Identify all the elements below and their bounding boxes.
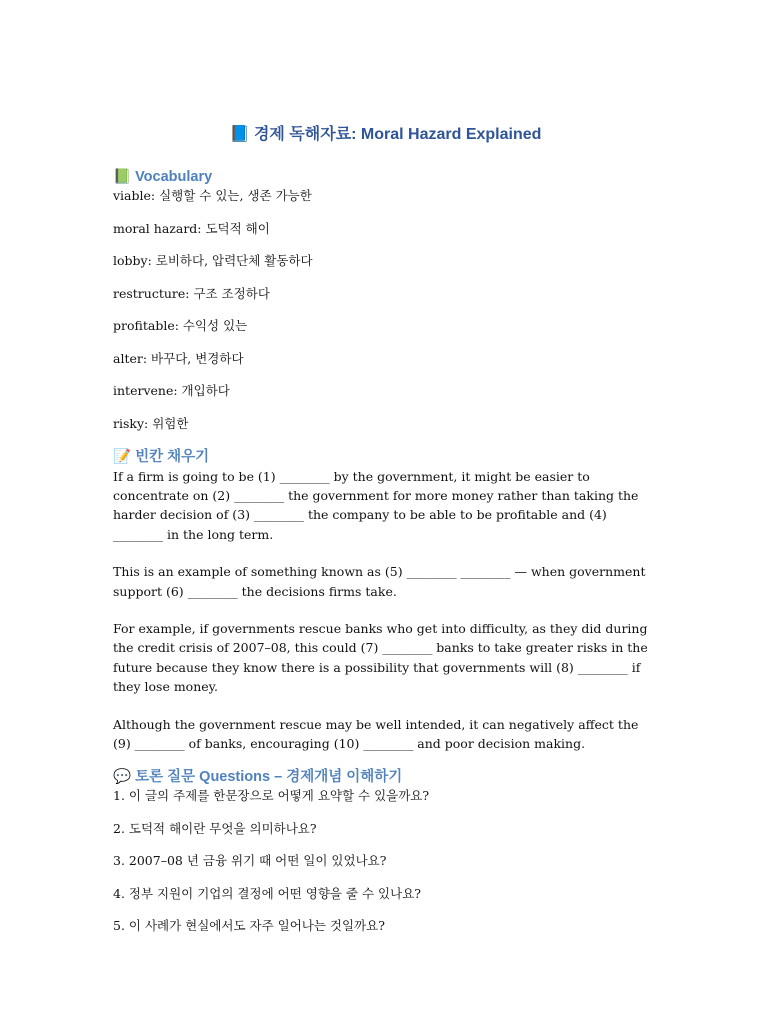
vocab-meaning: 위험한 [152,415,189,431]
question-item: 5. 이 사례가 현실에서도 자주 일어나는 것일까요? [113,917,385,933]
fill-blank-section [113,447,658,754]
question-item: 3. 2007–08 년 금융 위기 때 어떤 일이 있었나요? [113,853,387,869]
vocab-separator: : [142,350,152,366]
vocab-word: moral hazard [113,220,198,236]
vocab-meaning: 개입하다 [181,383,230,398]
vocab-separator: : [174,318,183,333]
vocab-item [113,285,658,303]
vocab-separator: : [150,188,160,203]
paragraph: Although the government rescue may be well intended, it can negatively affect the (9) ________ of banks, encouraging (10) ________ and poor decision making. [113,716,639,751]
vocabulary-section [113,167,658,433]
vocab-separator: : [147,253,156,268]
vocab-separator: : [197,220,206,236]
question-item: 2. 도덕적 해이란 무엇을 의미하나요? [113,820,317,836]
paragraph: If a firm is going to be (1) ________ by the government, it might be easier to concentrate on (2) ________ the government for more money rather than taking the harder decision of (3) ________ the company to be able to be profitable and (4) ________ in the long term. [113,468,639,542]
vocab-item [113,415,658,433]
vocab-separator: : [173,383,182,398]
vocab-item [113,220,658,238]
vocab-separator: : [144,415,153,431]
vocab-separator: : [185,285,194,301]
vocab-word: risky [113,415,145,431]
fill-blank-heading: 📝 빈칸 채우기 [113,448,210,465]
paragraph: For example, if governments rescue banks who get into difficulty, as they did during the credit crisis of 2007–08, this could (7) ________ banks to take greater risks in the future because they know there is a possibility that governments will (8) ________ if they lose money. [113,620,648,695]
vocabulary-heading: 📗 Vocabulary [113,169,213,185]
vocab-word: intervene [113,383,174,398]
vocab-meaning: 바꾸다, 변경하다 [151,350,244,366]
vocab-item [113,382,658,400]
paragraph: This is an example of something known as (5) ________ ________ — when government support (6) ________ the decisions firms take. [113,564,646,599]
questions-heading: 💬 토론 질문 Questions – 경제개념 이해하기 [113,769,403,786]
question-item: 1. 이 글의 주제를 한문장으로 어떻게 요약할 수 있을까요? [113,788,430,804]
vocab-item [113,252,658,270]
vocab-meaning: 로비하다, 압력단체 활동하다 [155,253,313,268]
document-page [113,124,658,949]
vocab-word: restructure [113,285,186,301]
vocab-item [113,317,658,335]
document-title: 📘 경제 독해자료: Moral Hazard Explained [229,126,542,143]
vocab-item [113,350,658,368]
questions-section [113,767,658,935]
vocab-word: lobby [113,253,148,268]
vocab-meaning: 구조 조정하다 [193,285,270,301]
vocab-word: profitable [113,318,175,333]
vocab-meaning: 도덕적 해이 [205,220,270,236]
vocab-item [113,187,658,205]
vocabulary-list [113,187,658,433]
vocab-meaning: 실행할 수 있는, 생존 가능한 [159,188,312,203]
vocab-word: viable [113,188,151,203]
vocab-word: alter [113,350,143,366]
vocab-meaning: 수익성 있는 [182,318,248,333]
question-item: 4. 정부 지원이 기업의 결정에 어떤 영향을 줄 수 있나요? [113,885,421,901]
